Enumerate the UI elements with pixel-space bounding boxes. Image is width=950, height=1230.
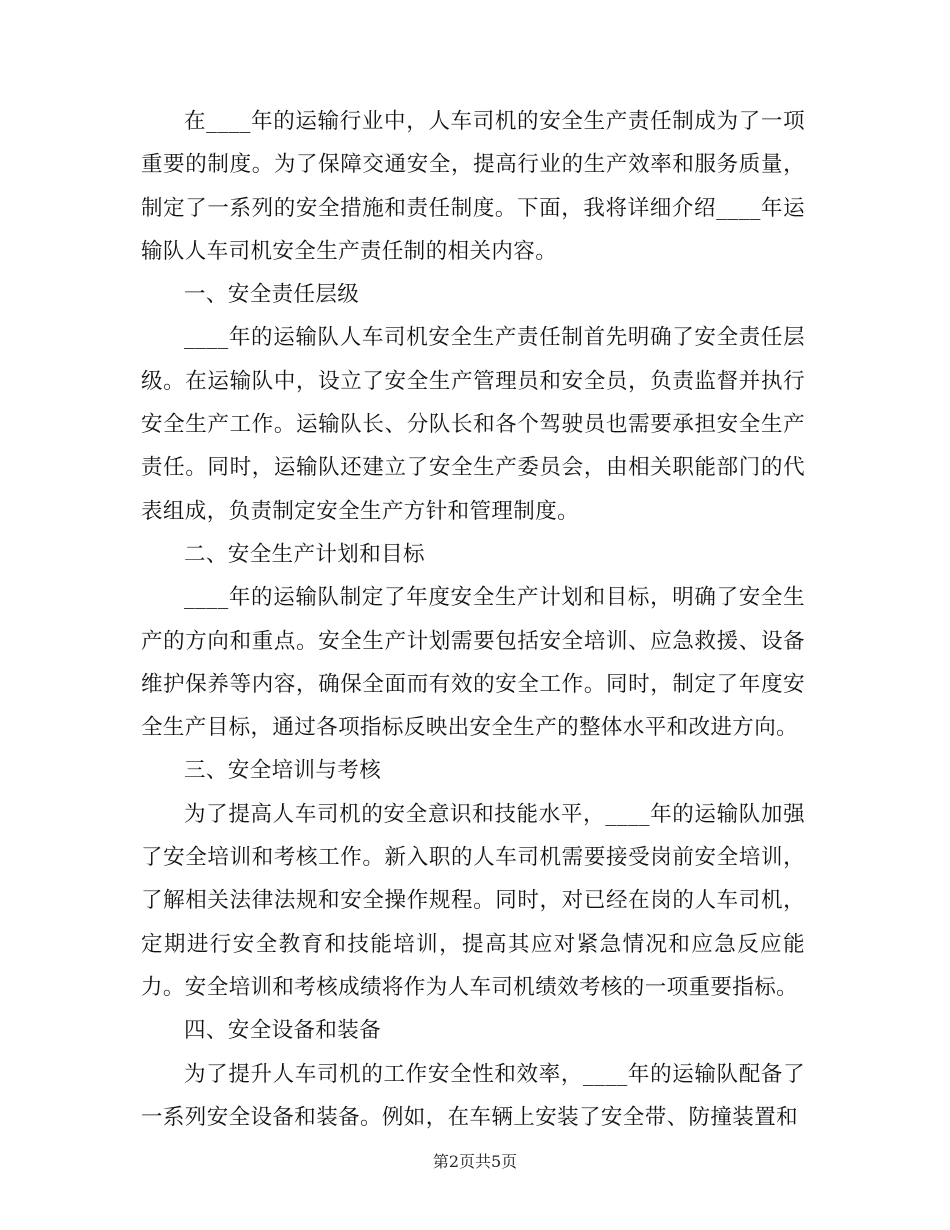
- section-heading-4: 四、安全设备和装备: [184, 1018, 382, 1044]
- section-body-1: ____年的运输队人车司机安全生产责任制首先明确了安全责任层级。在运输队中，设立了安全生产管理员和安全员，负责监督并执行安全生产工作。运输队长、分队长和各个驾驶员也需要承担安全生产责任。同时，运输队还建立了安全生产委员会，由相关职能部门的代表组成，负责制定安全生产方针和管理制度。: [141, 325, 805, 524]
- document-body: [141, 100, 805, 1139]
- section-heading-1: 一、安全责任层级: [184, 282, 360, 308]
- page-number: 第2页共5页: [432, 1152, 518, 1171]
- intro-paragraph: 在____年的运输行业中，人车司机的安全生产责任制成为了一项重要的制度。为了保障交通安全，提高行业的生产效率和服务质量，制定了一系列的安全措施和责任制度。下面，我将详细介绍____年运输队人车司机安全生产责任制的相关内容。: [141, 109, 805, 264]
- section-heading-3: 三、安全培训与考核: [184, 758, 382, 784]
- section-body-4: 为了提升人车司机的工作安全性和效率，____年的运输队配备了一系列安全设备和装备。例如，在车辆上安装了安全带、防撞装置和: [141, 1061, 805, 1130]
- section-heading-2: 二、安全生产计划和目标: [184, 541, 425, 567]
- section-body-3: 为了提高人车司机的安全意识和技能水平，____年的运输队加强了安全培训和考核工作。新入职的人车司机需要接受岗前安全培训，了解相关法律法规和安全操作规程。同时，对已经在岗的人车司机，定期进行安全教育和技能培训，提高其应对紧急情况和应急反应能力。安全培训和考核成绩将作为人车司机绩效考核的一项重要指标。: [141, 801, 805, 1000]
- section-body-2: ____年的运输队制定了年度安全生产计划和目标，明确了安全生产的方向和重点。安全生产计划需要包括安全培训、应急救援、设备维护保养等内容，确保全面而有效的安全工作。同时，制定了年度安全生产目标，通过各项指标反映出安全生产的整体水平和改进方向。: [141, 585, 805, 741]
